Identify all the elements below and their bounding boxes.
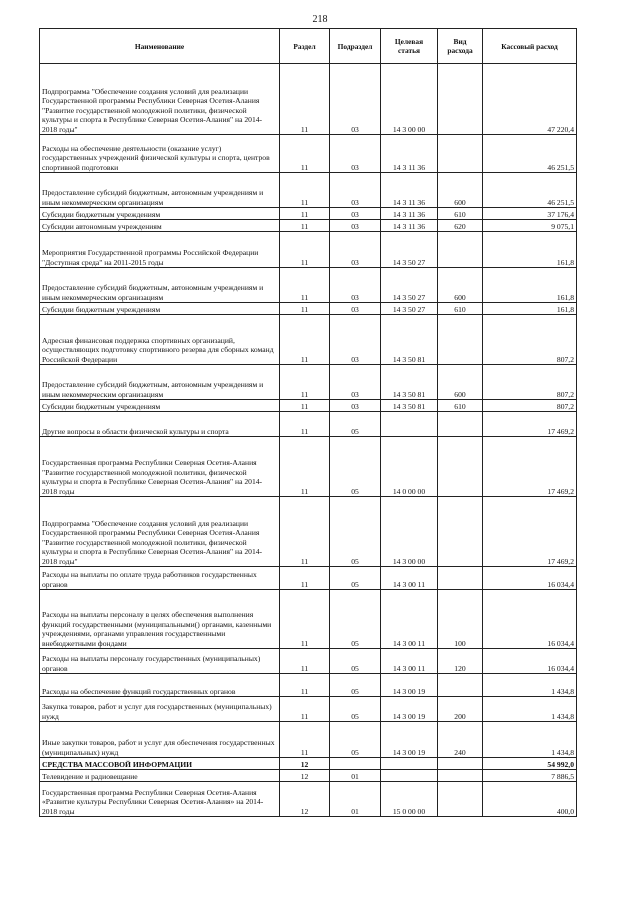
row-subsection: 03 bbox=[330, 365, 381, 400]
row-section: 11 bbox=[280, 649, 330, 674]
row-section: 11 bbox=[280, 590, 330, 649]
row-amount: 46 251,5 bbox=[483, 135, 577, 173]
row-amount: 400,0 bbox=[483, 782, 577, 817]
row-section: 11 bbox=[280, 400, 330, 412]
row-name: Закупка товаров, работ и услуг для государственных (муниципальных) нужд bbox=[40, 697, 280, 722]
row-name: Субсидии автономным учреждениям bbox=[40, 220, 280, 232]
row-amount: 17 469,2 bbox=[483, 497, 577, 567]
header-expense-type: Вид расхода bbox=[438, 29, 483, 64]
table-row bbox=[40, 173, 577, 208]
row-amount: 17 469,2 bbox=[483, 412, 577, 437]
row-target: 15 0 00 00 bbox=[381, 782, 438, 817]
row-subsection: 03 bbox=[330, 315, 381, 365]
table-row bbox=[40, 722, 577, 758]
row-expense-type: 100 bbox=[438, 590, 483, 649]
row-name: Расходы на выплаты персоналу в целях обеспечения выполнения функций государственными (муниципальными() органами, казенными учреждениями, органами управления государственными внебюджетными фондами bbox=[40, 590, 280, 649]
row-section: 11 bbox=[280, 365, 330, 400]
row-target: 14 3 11 36 bbox=[381, 135, 438, 173]
table-row bbox=[40, 64, 577, 135]
row-subsection: 03 bbox=[330, 400, 381, 412]
row-expense-type bbox=[438, 567, 483, 590]
row-amount: 161,8 bbox=[483, 303, 577, 315]
row-subsection: 05 bbox=[330, 437, 381, 497]
row-subsection: 01 bbox=[330, 770, 381, 782]
row-name: Субсидии бюджетным учреждениям bbox=[40, 208, 280, 220]
row-amount: 16 034,4 bbox=[483, 649, 577, 674]
table-row bbox=[40, 412, 577, 437]
row-section: 11 bbox=[280, 697, 330, 722]
row-name: Подпрограмма "Обеспечение создания условий для реализации Государственной программы Республики Северная Осетия-Алания "Развитие государственной молодежной политики, физической культуры и спорта в Республике Северная Осетия-Алания" на 2014-2018 годы" bbox=[40, 497, 280, 567]
row-subsection: 03 bbox=[330, 208, 381, 220]
row-target bbox=[381, 758, 438, 770]
row-name: Другие вопросы в области физической культуры и спорта bbox=[40, 412, 280, 437]
row-name: Расходы на обеспечение функций государственных органов bbox=[40, 674, 280, 697]
row-section: 11 bbox=[280, 220, 330, 232]
table-row bbox=[40, 758, 577, 770]
row-section: 11 bbox=[280, 567, 330, 590]
row-subsection: 05 bbox=[330, 722, 381, 758]
row-target: 14 3 50 27 bbox=[381, 268, 438, 303]
row-target: 14 3 11 36 bbox=[381, 173, 438, 208]
row-target: 14 3 50 81 bbox=[381, 365, 438, 400]
row-expense-type bbox=[438, 135, 483, 173]
table-row bbox=[40, 303, 577, 315]
row-amount: 807,2 bbox=[483, 365, 577, 400]
row-amount: 807,2 bbox=[483, 315, 577, 365]
row-section: 11 bbox=[280, 722, 330, 758]
row-name: Расходы на обеспечение деятельности (оказание услуг) государственных учреждений физической культуры и спорта, центров спортивной подготовки bbox=[40, 135, 280, 173]
table-row bbox=[40, 497, 577, 567]
row-section: 11 bbox=[280, 315, 330, 365]
row-expense-type bbox=[438, 437, 483, 497]
row-subsection: 03 bbox=[330, 173, 381, 208]
row-subsection: 01 bbox=[330, 782, 381, 817]
row-section: 11 bbox=[280, 437, 330, 497]
row-amount: 47 220,4 bbox=[483, 64, 577, 135]
row-section: 11 bbox=[280, 674, 330, 697]
row-section: 11 bbox=[280, 208, 330, 220]
row-section: 11 bbox=[280, 412, 330, 437]
table-row bbox=[40, 697, 577, 722]
row-target: 14 3 00 19 bbox=[381, 722, 438, 758]
row-amount: 17 469,2 bbox=[483, 437, 577, 497]
header-name: Наименование bbox=[40, 29, 280, 64]
row-target: 14 3 50 81 bbox=[381, 400, 438, 412]
row-target: 14 3 00 11 bbox=[381, 567, 438, 590]
table-row bbox=[40, 674, 577, 697]
row-amount: 1 434,8 bbox=[483, 697, 577, 722]
row-target: 14 3 00 19 bbox=[381, 674, 438, 697]
row-amount: 1 434,8 bbox=[483, 674, 577, 697]
table-row bbox=[40, 208, 577, 220]
row-subsection: 05 bbox=[330, 649, 381, 674]
row-section: 11 bbox=[280, 232, 330, 268]
row-expense-type: 620 bbox=[438, 220, 483, 232]
table-row bbox=[40, 770, 577, 782]
row-expense-type bbox=[438, 770, 483, 782]
row-target: 14 3 11 36 bbox=[381, 220, 438, 232]
row-expense-type bbox=[438, 758, 483, 770]
row-expense-type bbox=[438, 64, 483, 135]
row-subsection: 03 bbox=[330, 268, 381, 303]
row-subsection: 05 bbox=[330, 590, 381, 649]
row-subsection: 03 bbox=[330, 303, 381, 315]
row-expense-type bbox=[438, 497, 483, 567]
row-section: 11 bbox=[280, 497, 330, 567]
table-row bbox=[40, 220, 577, 232]
row-name: Расходы на выплаты по оплате труда работников государственных органов bbox=[40, 567, 280, 590]
row-section: 12 bbox=[280, 770, 330, 782]
row-name: Государственная программа Республики Северная Осетия-Алания «Развитие культуры Республики Северная Осетия-Алания» на 2014-2018 годы bbox=[40, 782, 280, 817]
row-subsection bbox=[330, 758, 381, 770]
row-target: 14 3 00 11 bbox=[381, 649, 438, 674]
row-section: 11 bbox=[280, 303, 330, 315]
row-section: 11 bbox=[280, 64, 330, 135]
row-expense-type bbox=[438, 232, 483, 268]
row-amount: 1 434,8 bbox=[483, 722, 577, 758]
table-row bbox=[40, 268, 577, 303]
table-row bbox=[40, 400, 577, 412]
row-expense-type bbox=[438, 315, 483, 365]
row-subsection: 03 bbox=[330, 220, 381, 232]
row-subsection: 05 bbox=[330, 697, 381, 722]
table-row bbox=[40, 135, 577, 173]
row-amount: 16 034,4 bbox=[483, 567, 577, 590]
row-target: 14 3 00 11 bbox=[381, 590, 438, 649]
row-target: 14 3 00 00 bbox=[381, 64, 438, 135]
row-section: 11 bbox=[280, 173, 330, 208]
row-subsection: 05 bbox=[330, 497, 381, 567]
row-target: 14 3 11 36 bbox=[381, 208, 438, 220]
row-target bbox=[381, 412, 438, 437]
header-target: Целевая статья bbox=[381, 29, 438, 64]
row-subsection: 03 bbox=[330, 135, 381, 173]
row-expense-type: 600 bbox=[438, 268, 483, 303]
row-target: 14 3 50 27 bbox=[381, 232, 438, 268]
table-header-row bbox=[40, 29, 577, 64]
row-name: Телевидение и радиовещание bbox=[40, 770, 280, 782]
row-expense-type: 600 bbox=[438, 365, 483, 400]
row-expense-type: 610 bbox=[438, 208, 483, 220]
row-section: 12 bbox=[280, 758, 330, 770]
row-target bbox=[381, 770, 438, 782]
header-amount: Кассовый расход bbox=[483, 29, 577, 64]
row-amount: 161,8 bbox=[483, 268, 577, 303]
row-target: 14 3 00 19 bbox=[381, 697, 438, 722]
table-row bbox=[40, 567, 577, 590]
row-name: Подпрограмма "Обеспечение создания условий для реализации Государственной программы Республики Северная Осетия-Алания "Развитие государственной молодежной политики, физической культуры и спорта в Республике Северная Осетия-Алания" на 2014-2018 годы" bbox=[40, 64, 280, 135]
row-subsection: 05 bbox=[330, 412, 381, 437]
row-section: 11 bbox=[280, 135, 330, 173]
row-name: Мероприятия Государственной программы Российской Федерации "Доступная среда" на 2011-2015 годы bbox=[40, 232, 280, 268]
row-subsection: 03 bbox=[330, 232, 381, 268]
row-expense-type: 120 bbox=[438, 649, 483, 674]
row-amount: 54 992,0 bbox=[483, 758, 577, 770]
row-amount: 16 034,4 bbox=[483, 590, 577, 649]
table-row bbox=[40, 365, 577, 400]
row-name: Адресная финансовая поддержка спортивных организаций, осуществляющих подготовку спортивного резерва для сборных команд Российской Федерации bbox=[40, 315, 280, 365]
row-target: 14 3 50 81 bbox=[381, 315, 438, 365]
row-target: 14 3 50 27 bbox=[381, 303, 438, 315]
row-name: Государственная программа Республики Северная Осетия-Алания "Развитие государственной молодежной политики, физической культуры и спорта в Республике Северная Осетия-Алания" на 2014-2018 годы bbox=[40, 437, 280, 497]
row-name: Расходы на выплаты персоналу государственных (муниципальных) органов bbox=[40, 649, 280, 674]
row-amount: 9 075,1 bbox=[483, 220, 577, 232]
table-row bbox=[40, 315, 577, 365]
row-name: Субсидии бюджетным учреждениям bbox=[40, 303, 280, 315]
row-name: Субсидии бюджетным учреждениям bbox=[40, 400, 280, 412]
row-subsection: 05 bbox=[330, 567, 381, 590]
row-expense-type: 240 bbox=[438, 722, 483, 758]
row-expense-type: 200 bbox=[438, 697, 483, 722]
table-row bbox=[40, 590, 577, 649]
row-name: СРЕДСТВА МАССОВОЙ ИНФОРМАЦИИ bbox=[40, 758, 280, 770]
row-expense-type bbox=[438, 782, 483, 817]
row-target: 14 0 00 00 bbox=[381, 437, 438, 497]
row-expense-type: 610 bbox=[438, 303, 483, 315]
row-name: Предоставление субсидий бюджетным, автономным учреждениям и иным некоммерческим организациям bbox=[40, 173, 280, 208]
page-number: 218 bbox=[312, 14, 328, 25]
table-row bbox=[40, 782, 577, 817]
row-expense-type: 610 bbox=[438, 400, 483, 412]
row-target: 14 3 00 00 bbox=[381, 497, 438, 567]
table-row bbox=[40, 232, 577, 268]
row-amount: 46 251,5 bbox=[483, 173, 577, 208]
row-subsection: 03 bbox=[330, 64, 381, 135]
row-expense-type: 600 bbox=[438, 173, 483, 208]
table-row bbox=[40, 649, 577, 674]
header-section: Раздел bbox=[280, 29, 330, 64]
row-name: Иные закупки товаров, работ и услуг для обеспечения государственных (муниципальных) нужд bbox=[40, 722, 280, 758]
row-section: 12 bbox=[280, 782, 330, 817]
row-expense-type bbox=[438, 412, 483, 437]
header-subsection: Подраздел bbox=[330, 29, 381, 64]
table-row bbox=[40, 437, 577, 497]
row-name: Предоставление субсидий бюджетным, автономным учреждениям и иным некоммерческим организациям bbox=[40, 268, 280, 303]
row-amount: 37 176,4 bbox=[483, 208, 577, 220]
row-section: 11 bbox=[280, 268, 330, 303]
row-amount: 7 886,5 bbox=[483, 770, 577, 782]
row-expense-type bbox=[438, 674, 483, 697]
row-amount: 161,8 bbox=[483, 232, 577, 268]
budget-table bbox=[39, 28, 577, 817]
row-amount: 807,2 bbox=[483, 400, 577, 412]
row-name: Предоставление субсидий бюджетным, автономным учреждениям и иным некоммерческим организациям bbox=[40, 365, 280, 400]
row-subsection: 05 bbox=[330, 674, 381, 697]
